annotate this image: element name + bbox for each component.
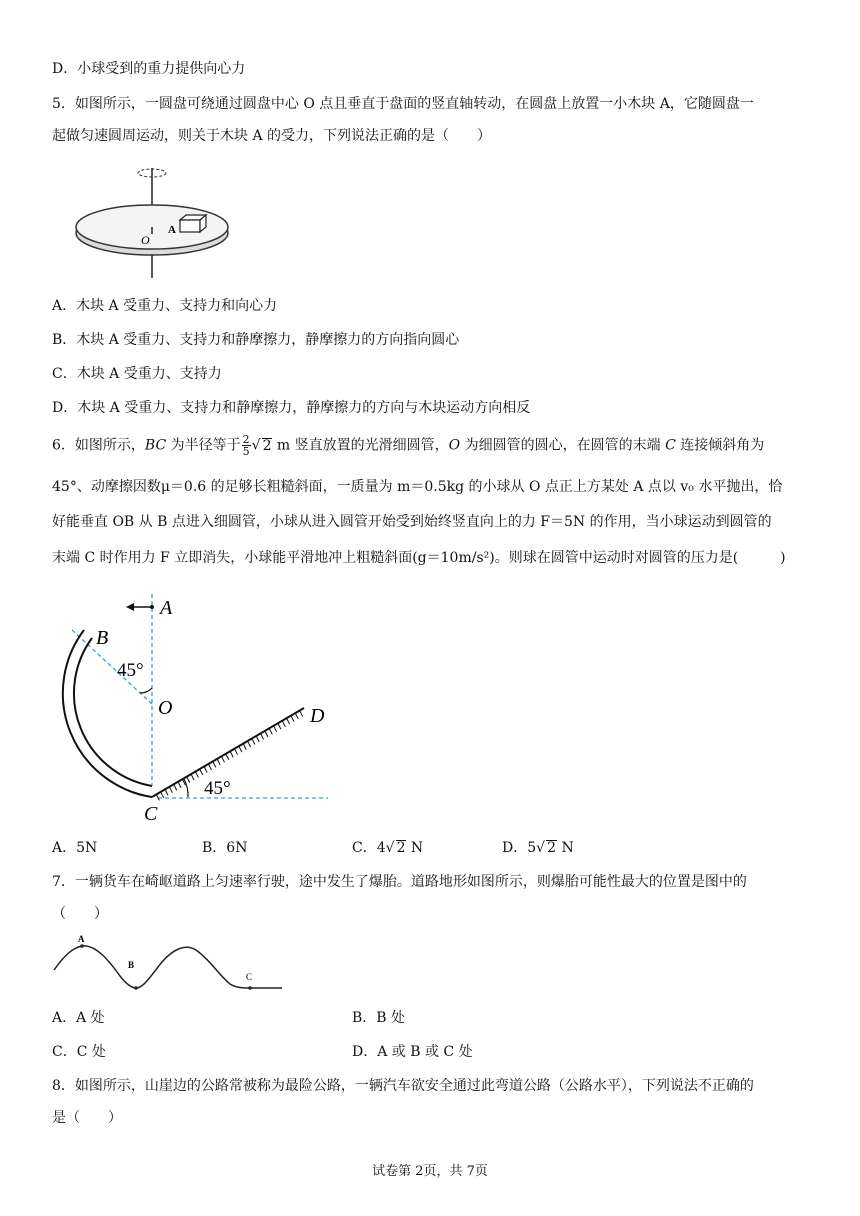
q7-option-a: A．A 处 [52, 1010, 105, 1026]
incline-hatch-mark [217, 759, 220, 765]
q6-stem-line4: 末端 C 时作用力 F 立即消失，小球能平滑地冲上粗糙斜面(g＝10m/s²)。则球在圆管中运动时对圆管的压力是( ) [52, 550, 786, 566]
q5-stem-line1: 5．如图所示，一圆盘可绕通过圆盘中心 O 点且垂直于盘面的竖直轴转动，在圆盘上放置一小木块 A，它随圆盘一 [52, 96, 754, 112]
incline-hatch-mark [191, 774, 194, 780]
q6-label-d: D [310, 705, 325, 727]
incline-hatch-mark [161, 792, 164, 798]
q5-label-a: A [168, 224, 176, 236]
incline-hatch-mark [230, 751, 233, 757]
q6-label-o: O [158, 697, 173, 719]
q7-option-b: B．B 处 [352, 1010, 406, 1026]
q6-option-c-sqrt-value: 2 [396, 840, 406, 856]
incline-hatch-mark [208, 764, 211, 770]
q6-option-d-sqrt-sign: √ [536, 840, 546, 856]
q7-road-terrain-figure [52, 932, 288, 996]
incline-hatch-mark [269, 728, 272, 734]
q7-option-d: D．A 或 B 或 C 处 [352, 1044, 473, 1060]
q6-stem-part: 连接倾斜角为 [675, 437, 765, 454]
q6-angle-label-bottom: 45° [204, 778, 231, 799]
incline-hatch-mark [169, 787, 172, 793]
q8-stem-line2: 是（ ） [52, 1110, 122, 1126]
incline-hatch-mark [221, 756, 224, 762]
q7-stem-line2: （ ） [52, 906, 108, 922]
incline-hatch-mark [256, 736, 259, 742]
incline-hatch-mark [226, 754, 229, 760]
q6-tube-incline-figure [48, 588, 348, 828]
incline-hatch-mark [165, 789, 168, 795]
incline-hatch-mark [265, 731, 268, 737]
incline-hatch-mark [174, 784, 177, 790]
q6-option-d-unit: N [557, 840, 574, 856]
incline-hatch-mark [200, 769, 203, 775]
q6-option-c-sqrt-sign: √ [385, 840, 395, 856]
incline-hatch-mark [287, 718, 290, 724]
q6-option-d-coef: 5 [527, 840, 537, 856]
q7-stem-line1: 7．一辆货车在崎岖道路上匀速率行驶，途中发生了爆胎。道路地形如图所示，则爆胎可能性最大的位置是图中的 [52, 874, 747, 890]
incline-hatch-mark [248, 741, 251, 747]
q6-option-c [352, 838, 423, 858]
incline-hatch-mark [204, 766, 207, 772]
incline-hatch-mark [278, 723, 281, 729]
incline-hatch-mark [282, 721, 285, 727]
incline-hatch-mark [235, 749, 238, 755]
incline-hatch-mark [252, 739, 255, 745]
q6-option-d-sqrt-value: 2 [547, 840, 556, 856]
q5-option-b: B．木块 A 受重力、支持力和静摩擦力，静摩擦力的方向指向圆心 [52, 332, 460, 348]
incline-hatch-mark [178, 782, 181, 788]
incline-hatch-mark [274, 726, 277, 732]
q6-sqrt-sign: √ [251, 437, 261, 454]
q8-stem-line1: 8．如图所示，山崖边的公路常被称为最险公路，一辆汽车欲安全通过此弯道公路（公路水平），下列说法不正确的 [52, 1078, 754, 1094]
q6-option-d [502, 838, 574, 858]
q6-option-c-unit: N [406, 840, 424, 856]
q5-label-o: O [141, 233, 150, 247]
page-footer: 试卷第 2页，共 7页 [372, 1164, 488, 1179]
q7-option-c: C．C 处 [52, 1044, 106, 1060]
q6-option-b: B．6N [202, 840, 248, 856]
q6-c-symbol: C [665, 437, 676, 454]
q6-label-a: A [160, 597, 173, 619]
incline-hatch-mark [187, 777, 190, 783]
incline-hatch-mark [213, 761, 216, 767]
q5-rotating-disk-figure [72, 160, 242, 285]
q6-label-b: B [96, 627, 109, 649]
q6-stem-line3: 好能垂直 OB 从 B 点进入细圆管，小球从进入圆管开始受到始终竖直向上的力 F＝5N 的作用，当小球运动到圆管的 [52, 514, 772, 530]
incline-hatch-mark [300, 711, 303, 717]
q4-option-d: D．小球受到的重力提供向心力 [52, 61, 246, 77]
incline-hatch-mark [291, 716, 294, 722]
incline-hatch-mark [295, 713, 298, 719]
incline-hatch-mark [261, 733, 264, 739]
q6-stem-part: m 竖直放置的光滑细圆管， [272, 437, 449, 454]
q5-option-d: D．木块 A 受重力、支持力和静摩擦力，静摩擦力的方向与木块运动方向相反 [52, 400, 531, 416]
q6-stem-part: 为细圆管的圆心，在圆管的末端 [460, 437, 666, 454]
q6-stem-part: 6．如图所示， [52, 437, 145, 454]
incline-hatch-mark [243, 744, 246, 750]
incline-hatch-mark [195, 772, 198, 778]
q6-o-symbol: O [448, 437, 461, 454]
q6-option-c-coef: 4 [376, 840, 386, 856]
q6-frac-den: 5 [242, 445, 250, 458]
q7-label-c: C [246, 972, 253, 982]
q6-option-d-prefix: D． [502, 840, 528, 856]
q5-option-c: C．木块 A 受重力、支持力 [52, 366, 222, 382]
q5-option-a: A．木块 A 受重力、支持力和向心力 [52, 298, 278, 314]
q6-bc-symbol: BC [144, 437, 167, 454]
q6-fraction [242, 434, 251, 457]
q7-label-a: A [78, 934, 85, 944]
q6-frac-num: 2 [242, 433, 250, 446]
q5-stem-line2: 起做匀速圆周运动，则关于木块 A 的受力，下列说法正确的是（ ） [52, 128, 492, 144]
q6-option-c-prefix: C． [352, 840, 377, 856]
q6-label-c: C [144, 803, 158, 825]
q6-option-a: A．5N [52, 840, 98, 856]
q6-angle-label-top: 45° [117, 660, 144, 681]
incline-hatch-mark [239, 746, 242, 752]
q6-stem-part: 为半径等于 [166, 437, 241, 454]
q6-stem-line1 [52, 434, 764, 457]
q6-stem-line2: 45°、动摩擦因数μ＝0.6 的足够长粗糙斜面，一质量为 m＝0.5kg 的小球从 O 点正上方某处 A 点以 v₀ 水平抛出，恰 [52, 479, 783, 495]
q6-sqrt-value: 2 [262, 437, 272, 454]
q7-label-b: B [128, 960, 135, 970]
